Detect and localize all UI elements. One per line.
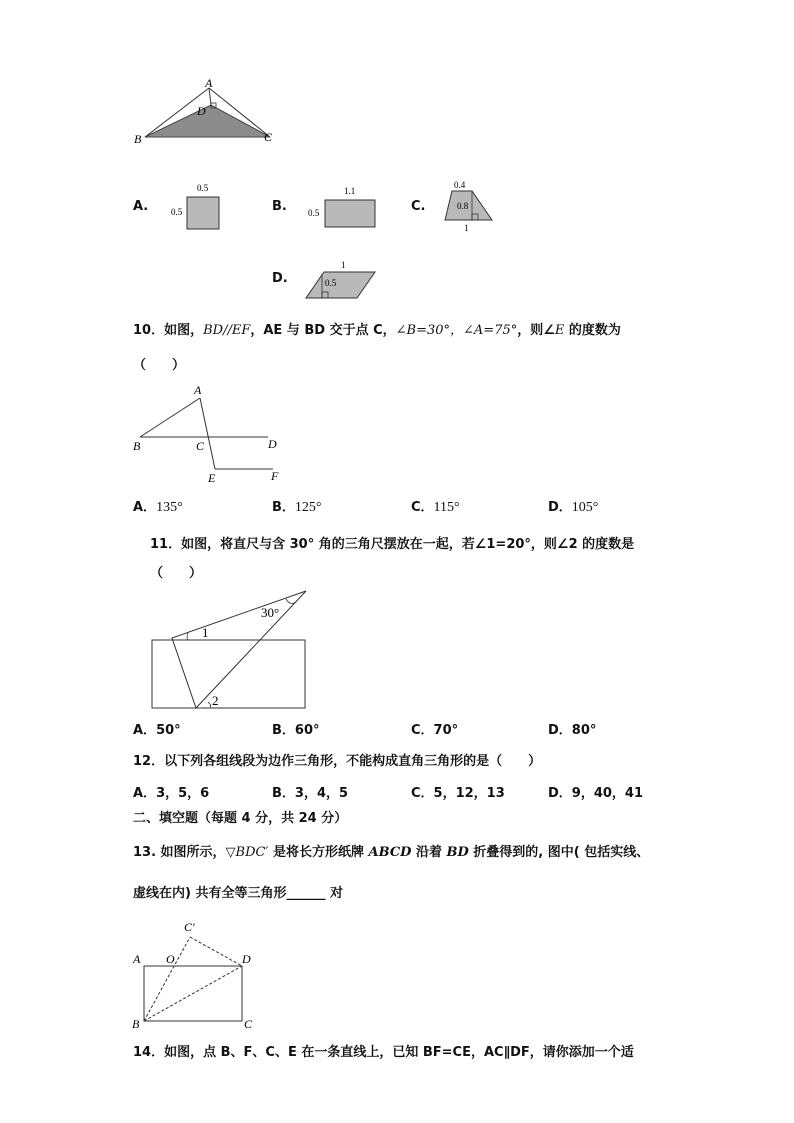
q10-label-B: B xyxy=(133,439,141,453)
q10-figure xyxy=(128,380,293,485)
q9-a-top: 0.5 xyxy=(197,183,209,193)
q10-label-A: A xyxy=(194,383,202,397)
q11-stem: 11．如图，将直尺与含 30° 角的三角尺摆放在一起，若∠1=20°，则∠2 的度数是 xyxy=(150,537,635,552)
q10-label-E: E xyxy=(208,471,216,485)
q9-label-B: B xyxy=(134,132,142,146)
q9-b-side: 0.5 xyxy=(308,208,320,218)
q14-stem: 14．如图，点 B、F、C、E 在一条直线上，已知 BF=CE，AC∥DF，请你添加一个适 xyxy=(133,1045,634,1060)
q13-stem-line2: 虚线在内) 共有全等三角形______ 对 xyxy=(133,886,343,901)
q9-option-b-shape xyxy=(300,180,390,235)
q13-label-C: C xyxy=(244,1017,253,1031)
section2-title: 二、填空题（每题 4 分，共 24 分） xyxy=(133,811,348,826)
q10-option-d[interactable]: D．105° xyxy=(548,500,599,515)
q13-figure xyxy=(128,918,268,1033)
q9-option-a-letter[interactable]: A. xyxy=(133,199,149,214)
q12-option-b[interactable]: B．3，4，5 xyxy=(272,786,349,801)
q11-angle-30: 30° xyxy=(261,605,280,620)
q12-stem: 12．以下列各组线段为边作三角形，不能构成直角三角形的是（ ） xyxy=(133,754,542,769)
q13-label-A: A xyxy=(133,952,141,966)
q10-math-bd-ef: BD//EF xyxy=(203,323,251,338)
q11-answer-paren: （ ） xyxy=(150,566,203,581)
q10-label-D: D xyxy=(268,437,277,451)
q12-option-d[interactable]: D．9，40，41 xyxy=(548,786,644,801)
q13-label-D: D xyxy=(242,952,251,966)
q10-math-angles: ∠B=30°，∠A=75° xyxy=(395,323,518,338)
q10-label-C: C xyxy=(196,439,205,453)
q9-triangle-figure xyxy=(125,75,285,150)
q10-tail: ，则∠ xyxy=(517,323,555,338)
q11-option-b[interactable]: B．60° xyxy=(272,723,320,738)
q9-label-C: C xyxy=(264,130,273,144)
q11-figure xyxy=(148,586,313,712)
q11-angle-2: 2 xyxy=(212,693,219,708)
q9-option-b-letter[interactable]: B. xyxy=(272,199,287,214)
q9-option-d-letter[interactable]: D. xyxy=(272,271,288,286)
q9-option-c-shape xyxy=(440,178,500,234)
q9-c-height: 0.8 xyxy=(457,201,469,211)
q9-label-A: A xyxy=(205,76,213,90)
q11-option-a[interactable]: A．50° xyxy=(133,723,181,738)
q10-option-a[interactable]: A．135° xyxy=(133,500,183,515)
q11-angle-1: 1 xyxy=(202,625,209,640)
q11-option-d[interactable]: D．80° xyxy=(548,723,597,738)
q9-option-c-letter[interactable]: C. xyxy=(411,199,426,214)
q10-answer-paren: （ ） xyxy=(133,358,186,373)
q9-a-side: 0.5 xyxy=(171,207,183,217)
q9-label-D: D xyxy=(197,104,206,118)
q9-b-top: 1.1 xyxy=(344,186,356,196)
q10-option-b[interactable]: B．125° xyxy=(272,500,322,515)
q10-mid: ，AE 与 BD 交于点 C， xyxy=(250,323,396,338)
q9-option-a-shape xyxy=(165,180,230,235)
q10-lead: 10．如图， xyxy=(133,323,204,338)
q13-math-abcd: ABCD xyxy=(368,845,412,860)
q13-stem: 13. 如图所示，▽BDC′ 是将长方形纸牌 ABCD 沿着 BD 折叠得到的, 图中( 包括实线、 xyxy=(133,845,650,860)
q10-stem xyxy=(133,323,621,339)
q10-end: 的度数为 xyxy=(564,323,621,338)
q10-option-c[interactable]: C．115° xyxy=(411,500,460,515)
q12-option-c[interactable]: C．5，12，13 xyxy=(411,786,505,801)
q10-label-F: F xyxy=(271,469,279,483)
q9-d-height: 0.5 xyxy=(325,278,337,288)
q13-math-bd: BD xyxy=(446,845,469,860)
q13-label-C1: C′ xyxy=(184,920,195,934)
q13-label-B: B xyxy=(132,1017,140,1031)
q12-option-a[interactable]: A．3，5，6 xyxy=(133,786,210,801)
q11-option-c[interactable]: C．70° xyxy=(411,723,459,738)
q9-option-d-shape xyxy=(300,258,390,302)
q13-math-bdc: ▽BDC′ xyxy=(225,845,269,860)
q10-math-e: E xyxy=(554,323,565,338)
q9-c-bottom: 1 xyxy=(464,223,469,233)
q9-c-top: 0.4 xyxy=(454,180,466,190)
q9-d-top: 1 xyxy=(341,260,346,270)
q13-label-O: O xyxy=(166,952,175,966)
